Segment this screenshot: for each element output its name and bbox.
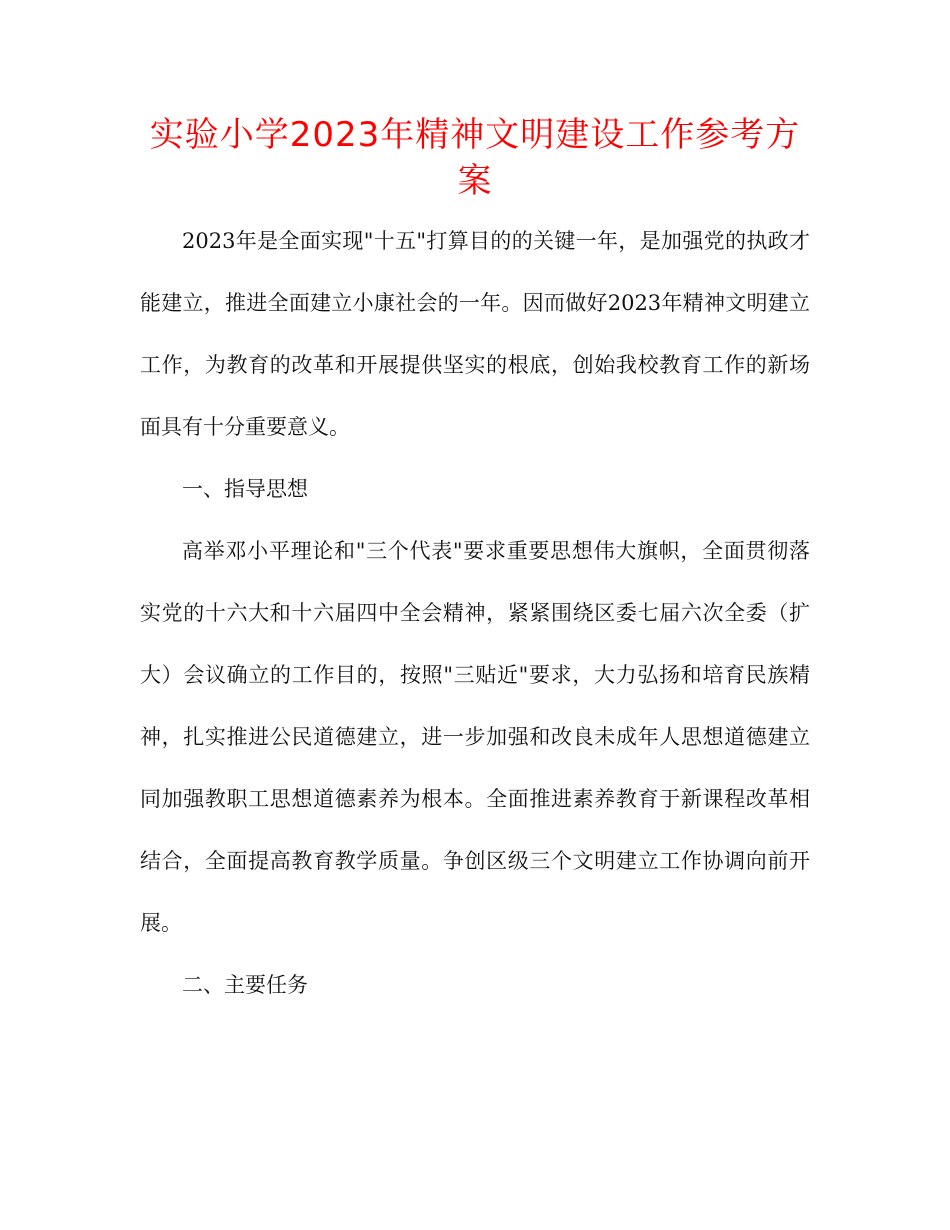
section-heading-guiding-ideology: 一、指导思想	[182, 477, 308, 501]
intro-paragraph: 2023年是全面实现"十五"打算目的的关键一年，是加强党的执政才能建立，推进全面建立小康社会的一年。因而做好2023年精神文明建立工作，为教育的改革和开展提供坚实的根底，创始我校教育工作的新场面具有十分重要意义。	[140, 229, 810, 439]
document-body	[140, 210, 810, 1016]
section-heading-main-tasks: 二、主要任务	[182, 973, 308, 997]
document-title: 实验小学2023年精神文明建设工作参考方案	[149, 115, 801, 201]
guiding-ideology-paragraph: 高举邓小平理论和"三个代表"要求重要思想伟大旗帜，全面贯彻落实党的十六大和十六届四中全会精神，紧紧围绕区委七届六次全委（扩大）会议确立的工作目的，按照"三贴近"要求，大力弘扬和培育民族精神，扎实推进公民道德建立，进一步加强和改良未成年人思想道德建立同加强教职工思想道德素养为根本。全面推进素养教育于新课程改革相结合，全面提高教育教学质量。争创区级三个文明建立工作协调向前开展。	[140, 539, 810, 935]
